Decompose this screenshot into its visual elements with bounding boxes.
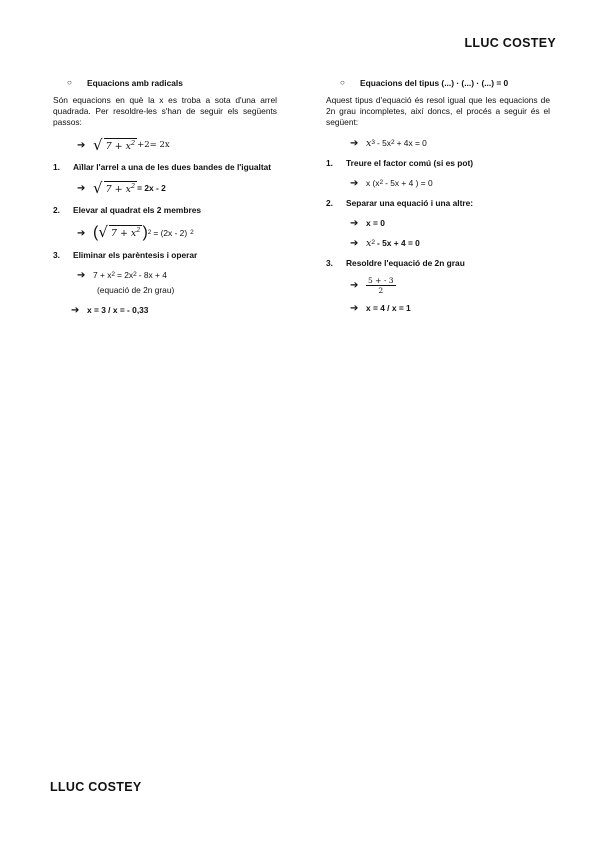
step-2 — [326, 196, 550, 212]
left-column — [53, 78, 277, 322]
step-number: 2. — [326, 198, 333, 209]
step-number: 2. — [53, 205, 60, 216]
square-root — [93, 179, 137, 199]
step-number: 1. — [53, 161, 60, 172]
exponent: 3 — [371, 139, 375, 147]
result-row — [326, 300, 550, 316]
right-exponent: 2 — [190, 228, 194, 236]
equation-step-1 — [326, 176, 550, 192]
equation-step-2 — [53, 223, 277, 244]
eq-part-b: = 2x — [117, 270, 134, 281]
eq-part-a: x — [366, 237, 372, 249]
result-text: x = 3 / x = - 0,33 — [87, 304, 149, 315]
arrow-icon: ➔ — [77, 183, 86, 195]
step-text: Separar una equació i una altre: — [346, 198, 474, 209]
step-1 — [326, 156, 550, 172]
right-column — [326, 78, 550, 320]
outer-exponent: 2 — [147, 228, 152, 236]
arrow-icon: ➔ — [77, 227, 86, 239]
exponent: 2 — [136, 226, 141, 235]
arrow-icon: ➔ — [350, 138, 359, 150]
exponent: 2 — [379, 179, 384, 187]
equation-step-2b — [326, 236, 550, 252]
circle-bullet-icon: ○ — [67, 78, 72, 87]
radicand: 7 + x — [105, 184, 131, 196]
equation-step-1 — [53, 179, 277, 199]
exponent: 2 — [130, 138, 136, 147]
arrow-icon: ➔ — [77, 139, 86, 151]
arrow-icon: ➔ — [77, 269, 86, 281]
equation-step-3 — [326, 276, 550, 297]
step-1 — [53, 159, 277, 175]
arrow-icon: ➔ — [350, 238, 359, 250]
square-root — [93, 136, 137, 156]
page-header: LLUC COSTEY — [464, 36, 556, 50]
equation-tail: = 2x - 2 — [137, 183, 166, 194]
close-paren: ) — [142, 223, 148, 241]
arrow-icon: ➔ — [350, 218, 359, 230]
step-number: 3. — [53, 250, 60, 261]
step-2 — [53, 203, 277, 219]
fraction-denominator: 2 — [378, 286, 384, 296]
step-text: Aïllar l'arrel a una de les dues bandes de l'igualtat — [73, 161, 272, 172]
radicand: 7 + x — [110, 228, 137, 240]
step-number: 1. — [326, 158, 333, 169]
eq-part-b: - 5x + 4 ) = 0 — [385, 178, 433, 189]
page-footer: LLUC COSTEY — [50, 780, 142, 794]
result-row — [53, 302, 277, 318]
step-text: Treure el factor comú (si es pot) — [346, 158, 474, 169]
eq-part-a: x (x — [366, 178, 380, 189]
radical-sign-icon: √ — [93, 135, 103, 154]
equation-original — [53, 136, 277, 156]
eq-part-c: - 8x + 4 — [138, 270, 167, 281]
equation-step-2a — [326, 216, 550, 232]
arrow-icon: ➔ — [350, 280, 359, 292]
fraction-numerator: 5 + - 3 — [368, 275, 394, 285]
equation-tail: = (2x - 2) — [153, 227, 188, 238]
arrow-icon: ➔ — [71, 304, 80, 316]
equation-step-3 — [53, 267, 277, 283]
section-title-products — [326, 78, 550, 89]
exponent: 2 — [390, 139, 395, 147]
equation-tail: +2= 2x — [137, 139, 170, 150]
radicand: 7 + x — [105, 140, 131, 152]
circle-bullet-icon: ○ — [340, 78, 345, 87]
eq-part-b: - 5x + 4 = 0 — [376, 238, 420, 249]
section-title-radicals — [53, 78, 277, 89]
step-text: Eliminar els parèntesis i operar — [73, 250, 198, 261]
section-title-text: Equacions amb radicals — [87, 78, 183, 88]
intro-paragraph: Són equacions en què la x es troba a sota d'una arrel quadrada. Per resoldre-les s'han de seguir els següents passos: — [53, 94, 277, 127]
square-root — [98, 223, 142, 243]
step-3 — [53, 247, 277, 263]
fraction — [366, 276, 396, 297]
exponent: 2 — [133, 271, 137, 279]
radical-sign-icon: √ — [93, 179, 103, 198]
radical-sign-icon: √ — [98, 223, 108, 242]
step-3 — [326, 256, 550, 272]
equation-note: (equació de 2n grau) — [97, 285, 175, 296]
exponent: 2 — [130, 182, 136, 191]
section-title-text: Equacions del tipus (...) · (...) · (...) = 0 — [360, 78, 509, 88]
eq-part-c: + 4x = 0 — [396, 138, 427, 149]
step-number: 3. — [326, 258, 333, 269]
open-paren: ( — [93, 223, 99, 241]
result-text: x = 4 / x = 1 — [366, 302, 411, 313]
eq-part-a: x — [366, 137, 372, 149]
eq-part-a: 7 + x — [93, 270, 112, 281]
eq-part-b: - 5x — [376, 138, 391, 149]
step-text: Elevar al quadrat els 2 membres — [73, 205, 202, 216]
arrow-icon: ➔ — [350, 178, 359, 190]
exponent: 2 — [371, 239, 375, 247]
eq-text: x = 0 — [366, 218, 385, 229]
equation-original — [326, 136, 550, 152]
step-text: Resoldre l'equació de 2n grau — [346, 258, 465, 269]
exponent: 2 — [111, 271, 116, 279]
arrow-icon: ➔ — [350, 302, 359, 314]
intro-paragraph: Aquest tipus d'equació és resol igual que les equacions de 2n grau incompletes, així doncs, el procés a seguir és el següent: — [326, 94, 550, 127]
